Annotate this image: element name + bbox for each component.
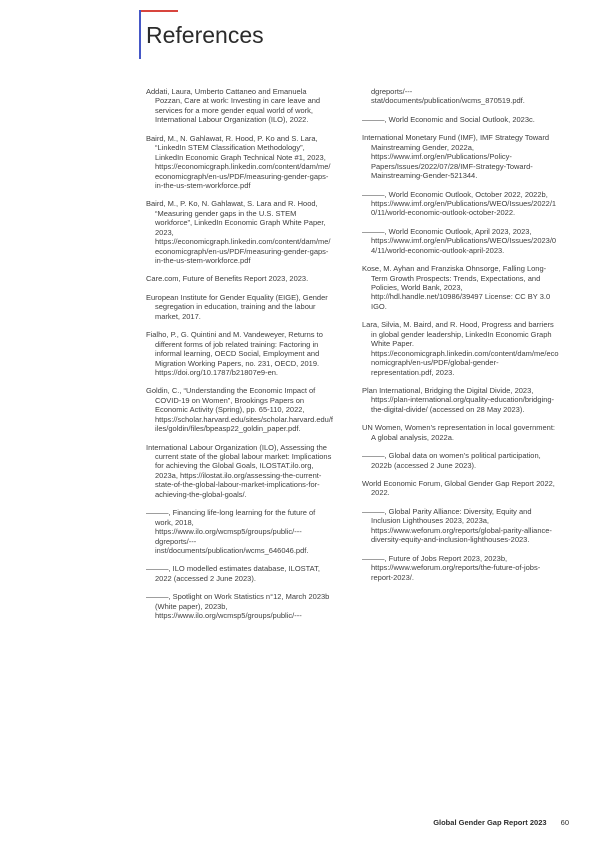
reference-entry: Addati, Laura, Umberto Cattaneo and Emanuela Pozzan, Care at work: Investing in care leave and services for a more gender equal world of work, International Labour Organization (ILO), 2022. (146, 87, 321, 125)
reference-entry: Lara, Silvia, M. Baird, and R. Hood, Progress and barriers in global gender leadership, LinkedIn Economic Graph White Paper. https://economicgraph.linkedin.com/content/dam/me/economicgraph/en-us/PDF/global-gender-representation.pdf, 2023. (362, 320, 559, 377)
reference-entry: International Monetary Fund (IMF), IMF Strategy Toward Mainstreaming Gender, 2022a, https://www.imf.org/en/Publications/Policy-Papers/Issues/2022/07/28/IMF-Strategy-Toward-Mainstreaming-Gender-521344. (362, 133, 550, 181)
reference-entry: ———, Future of Jobs Report 2023, 2023b, https://www.weforum.org/reports/the-future-of-jobs-report-2023/. (362, 553, 541, 582)
reference-entry: ———, Financing life-long learning for the future of work, 2018, https://www.ilo.org/wcmsp5/groups/public/---dgreports/---inst/documents/publication/wcms_646046.pdf. (146, 508, 316, 555)
reference-entry: dgreports/--- stat/documents/publication/wcms_870519.pdf. (371, 87, 525, 106)
title-corner-red-line (139, 10, 178, 12)
reference-entry: Fialho, P., G. Quintini and M. Vandeweyer, Returns to different forms of job related training: Factoring in informal learning, OECD Social, Employment and Migration Working Papers, no. 231, OECD, 2019. https://doi.org/10.1787/b21807e9-en. (146, 330, 323, 377)
reference-entry: International Labour Organization (ILO), Assessing the current state of the global labour market: Implications for achieving the Global Goals, ILOSTAT.ilo.org, 2023a, https://ilostat.ilo.org/assessing-the-current-state-of-the-global-labour-market-implications-for-achieving-the-global-goals/. (146, 442, 332, 499)
page-footer (433, 818, 569, 827)
references-columns (146, 87, 560, 630)
reference-entry: ———, Global data on women’s political participation, 2022b (accessed 2 June 2023). (362, 451, 541, 470)
footer-report-title: Global Gender Gap Report 2023 (433, 818, 547, 827)
reference-entry: Goldin, C., “Understanding the Economic Impact of COVID-19 on Women”, Brookings Papers on Economic Activity (Spring), pp. 65-110, 2022, https://scholar.harvard.edu/sites/scholar.harvard.edu/files/goldin/files/bpeasp22_goldin_paper.pdf. (146, 386, 334, 434)
reference-entry: Care.com, Future of Benefits Report 2023, 2023. (146, 274, 309, 284)
references-column-left (146, 87, 334, 630)
reference-entry: World Economic Forum, Global Gender Gap Report 2022, 2022. (362, 479, 555, 498)
reference-entry: Baird, M., N. Gahlawat, R. Hood, P. Ko and S. Lara, “LinkedIn STEM Classification Methodology”, LinkedIn Economic Graph Technical Note #1, 2023, https://economicgraph.linkedin.com/content/dam/me/economicgraph/en-us/PDF/measuring-gender-gaps-in-the-us-stem-workforce.pdf (146, 133, 331, 190)
section-header (139, 10, 264, 48)
page-title: References (146, 22, 264, 48)
reference-entry: Plan International, Bridging the Digital Divide, 2023, https://plan-international.org/quality-education/bridging-the-digital-divide/ (accessed on 28 May 2023). (362, 385, 555, 414)
reference-entry: Baird, M., P. Ko, N. Gahlawat, S. Lara and R. Hood, “Measuring gender gaps in the U.S. STEM workforce”, LinkedIn Economic Graph White Paper, 2023, https://economicgraph.linkedin.com/content/dam/me/economicgraph/en-us/PDF/measuring-gender-gaps-in-the-us-stem-workforce.pdf (146, 199, 331, 265)
reference-entry: Kose, M. Ayhan and Franziska Ohnsorge, Falling Long-Term Growth Prospects: Trends, Expectations, and Policies, World Bank, 2023, http://hdl.handle.net/10986/39497 License: CC BY 3.0 IGO. (362, 264, 551, 311)
reference-entry: ———, ILO modelled estimates database, ILOSTAT, 2022 (accessed 2 June 2023). (146, 564, 320, 583)
references-column-right (362, 87, 560, 630)
reference-entry: ———, World Economic Outlook, October 2022, 2022b, https://www.imf.org/en/Publications/WEO/Issues/2022/10/11/world-economic-outlook-october-2022. (362, 189, 557, 218)
reference-entry: UN Women, Women’s representation in local government: A global analysis, 2022a. (362, 423, 556, 442)
title-corner-blue-line (139, 10, 141, 59)
reference-entry: ———, Spotlight on Work Statistics n°12, March 2023b (White paper), 2023b, https://www.ilo.org/wcmsp5/groups/public/--- (146, 592, 330, 621)
reference-entry: ———, World Economic Outlook, April 2023, 2023, https://www.imf.org/en/Publications/WEO/Issues/2023/04/11/world-economic-outlook-april-2023. (362, 226, 557, 255)
reference-entry: ———, Global Parity Alliance: Diversity, Equity and Inclusion Lighthouses 2023, 2023a, https://www.weforum.org/reports/global-parity-alliance-diversity-equity-and-inclusion-lighthouses-2023. (362, 506, 552, 545)
reference-entry: European Institute for Gender Equality (EIGE), Gender segregation in education, training and the labour market, 2017. (146, 292, 328, 321)
footer-page-number: 60 (560, 818, 569, 827)
reference-entry: ———, World Economic and Social Outlook, 2023c. (362, 114, 535, 124)
